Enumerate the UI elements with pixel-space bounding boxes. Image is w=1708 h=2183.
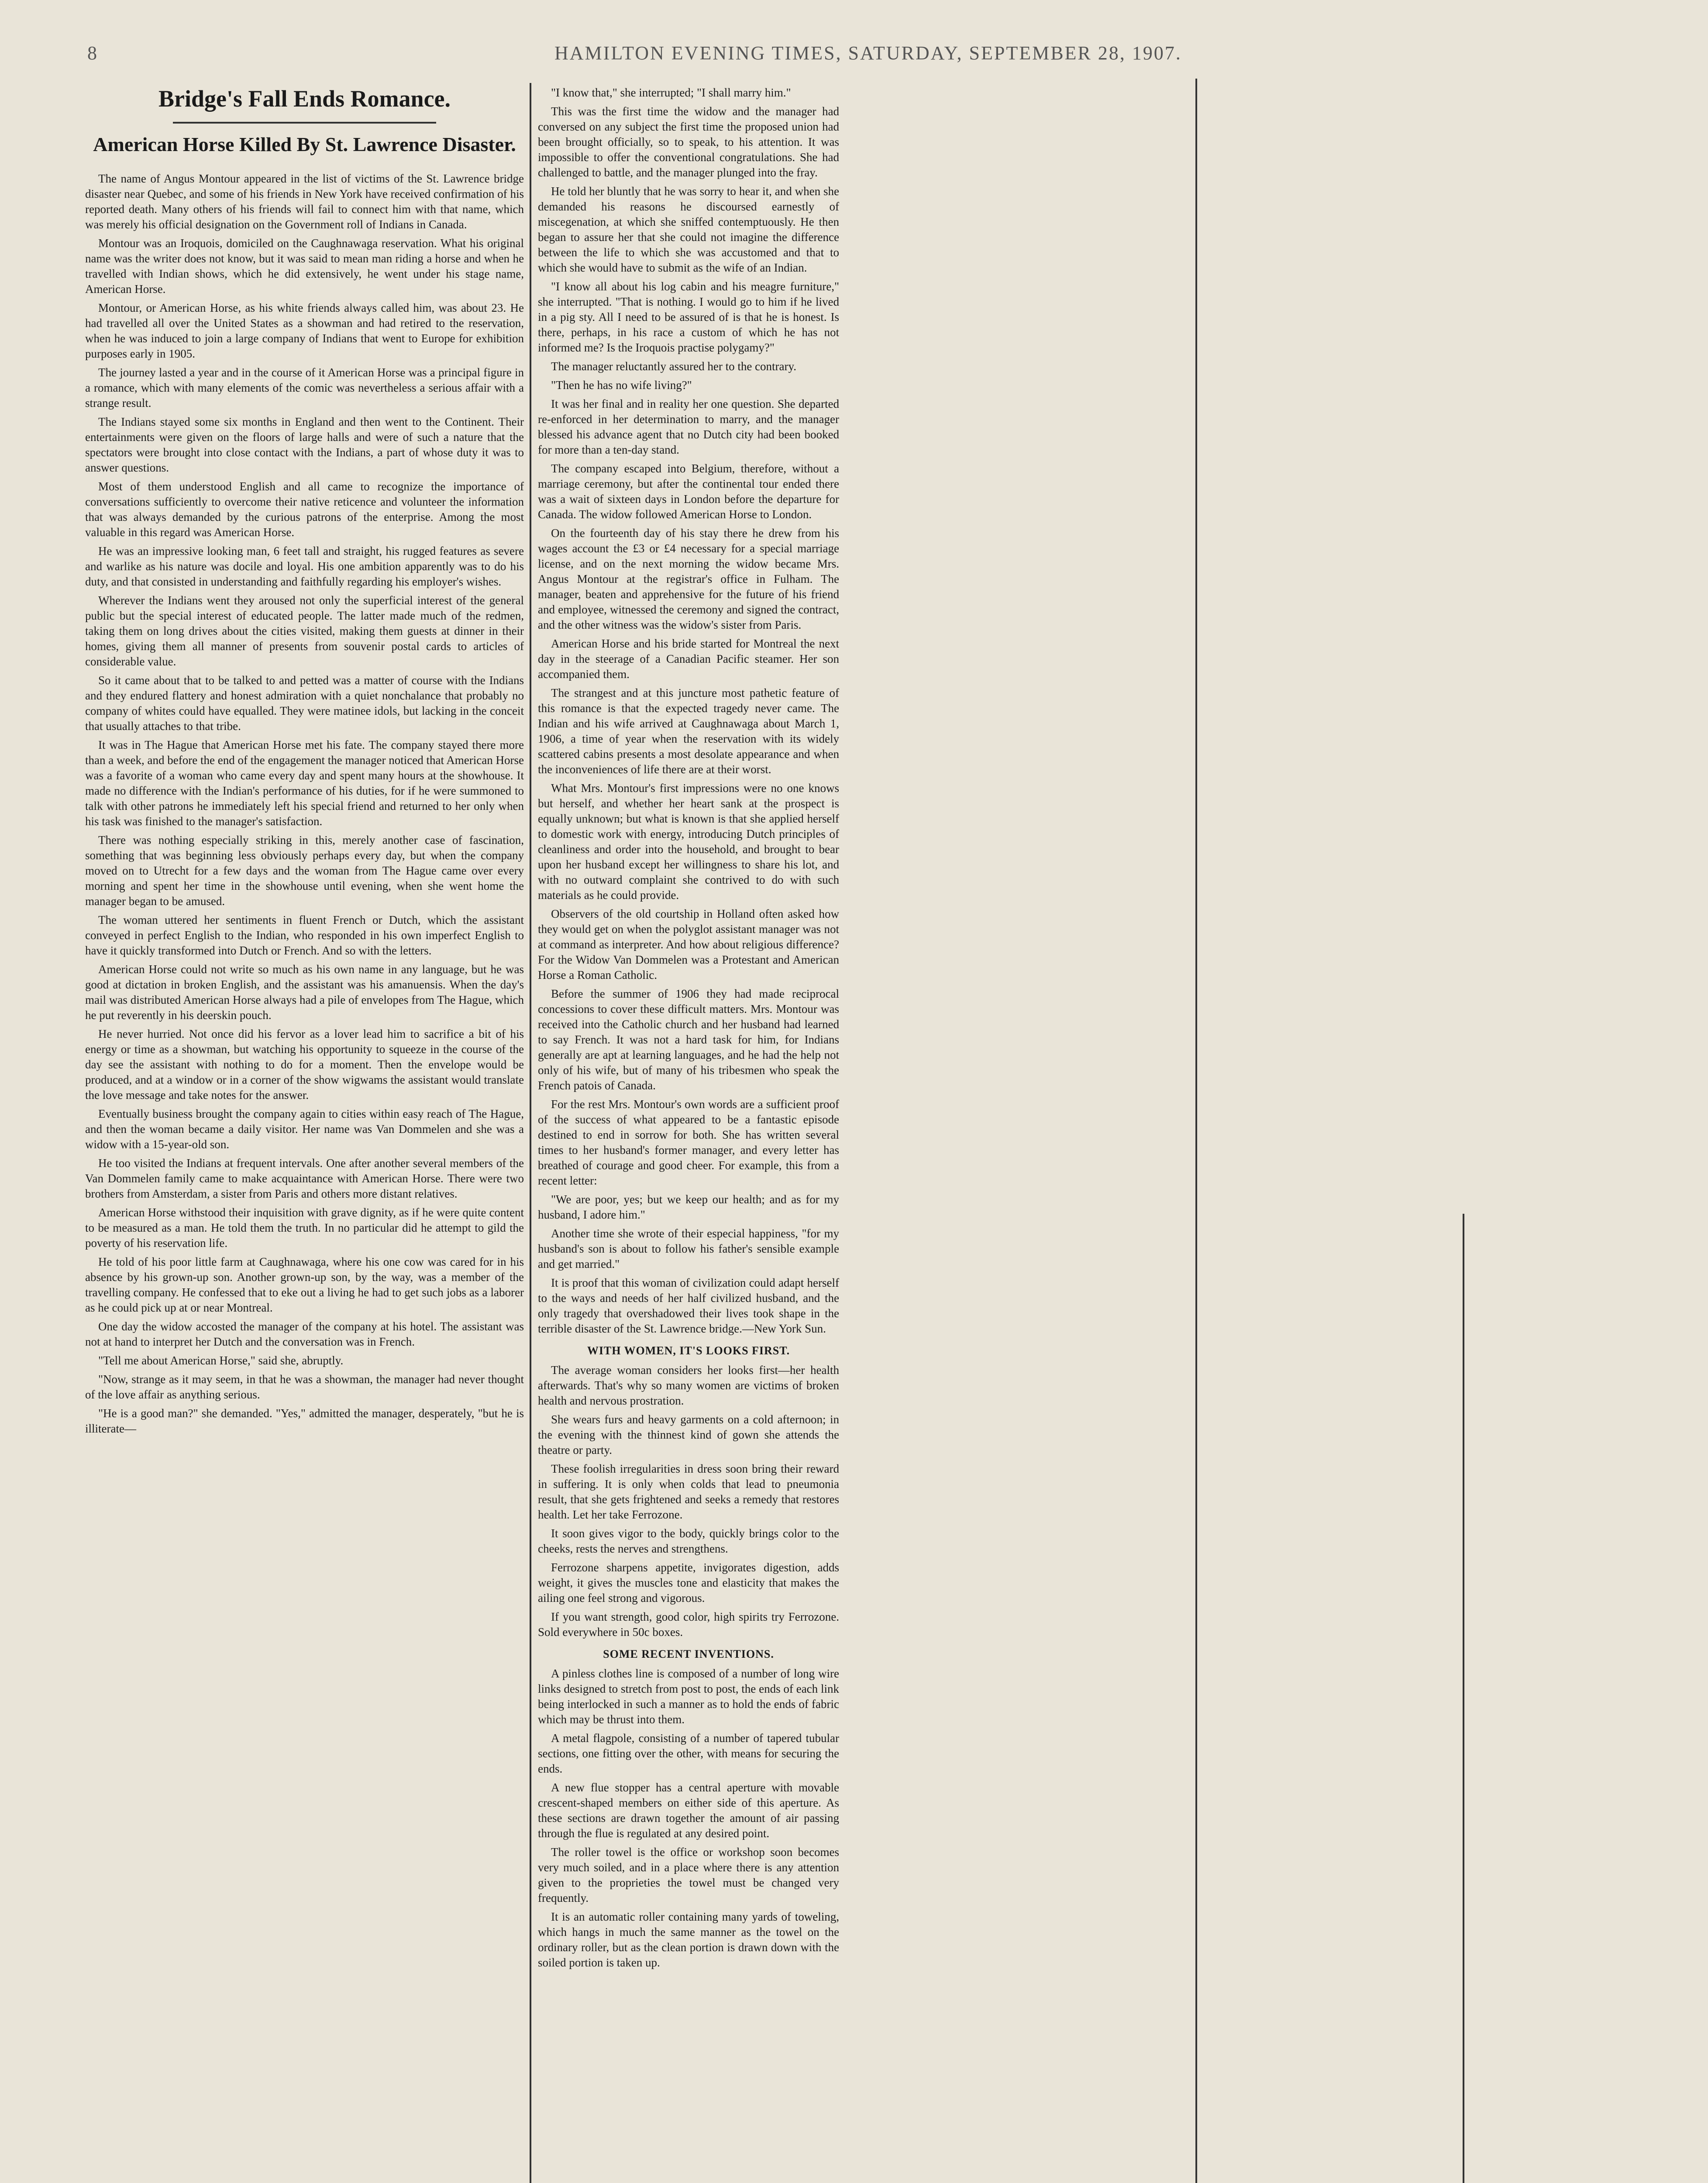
article-paragraph: Most of them understood English and all came to recognize the importance of conversations sufficiently to overcome their native reticence and volunteer the information that was always demanded by the curious patrons of the enterprise. Among the most valuable in this regard was American Horse.: [85, 479, 524, 539]
article-paragraph: So it came about that to be talked to and petted was a matter of course with the Indians and they endured flattery and honest admiration with a quiet nonchalance that probably no company of whites could have equalled. They were matinee idols, but lacking in the conceit that usually attaches to that tribe.: [85, 673, 524, 733]
article-paragraph: She wears furs and heavy garments on a cold afternoon; in the evening with the thinnest kind of gown she attends the theatre or party.: [538, 1413, 839, 1456]
article-paragraph: This was the first time the widow and the manager had conversed on any subject the first time the proposed union had been brought officially, so to speak, to his attention. It was impossible to offer the conventional congratulations. She had challenged to battle, and the manager plunged into the fray.: [538, 105, 839, 179]
article-paragraph: If you want strength, good color, high spirits try Ferrozone. Sold everywhere in 50c boxes.: [538, 1610, 839, 1639]
article-paragraph: "We are poor, yes; but we keep our health; and as for my husband, I adore him.": [538, 1193, 839, 1221]
article-paragraph: It is an automatic roller containing many yards of toweling, which hangs in much the same manner as the towel on the ordinary roller, but as the clean portion is drawn down with the soiled portion is taken up.: [538, 1910, 839, 1969]
article-paragraph: Another time she wrote of their especial happiness, "for my husband's son is about to follow his father's sensible example and get married.": [538, 1227, 839, 1271]
article-paragraph: "I know that," she interrupted; "I shall marry him.": [551, 86, 791, 99]
article-paragraph: It was in The Hague that American Horse met his fate. The company stayed there more than a week, and before the end of the engagement the manager noticed that American Horse was a favorite of a woman who came every day and spent many hours at the showhouse. It made no difference with the Indian's performance of his duties, for if he were summoned to talk with other patrons he immediately left his special friend and returned to her only when his task was finished to the manager's satisfaction.: [85, 738, 524, 828]
romance-headline: Bridge's Fall Ends Romance.: [158, 86, 451, 112]
page-number: 8: [87, 42, 98, 64]
article-paragraph: The Indians stayed some six months in England and then went to the Continent. Their entertainments were given on the floors of large halls and were of such a nature that the spectators were brought into close contact with the Indians, a part of whose duty it was to answer questions.: [85, 415, 524, 474]
article-paragraph: American Horse and his bride started for Montreal the next day in the steerage of a Canadian Pacific steamer. Her son accompanied them.: [538, 637, 839, 681]
article-paragraph: The roller towel is the office or workshop soon becomes very much soiled, and in a place where there is any attention given to the proprieties the towel must be changed very frequently.: [538, 1846, 839, 1904]
article-paragraph: The average woman considers her looks first—her health afterwards. That's why so many women are victims of broken health and nervous prostration.: [538, 1364, 839, 1407]
article-paragraph: "Tell me about American Horse," said she, abruptly.: [98, 1353, 344, 1367]
running-title: HAMILTON EVENING TIMES, SATURDAY, SEPTEMBER 28, 1907.: [554, 42, 1182, 64]
article-paragraph: For the rest Mrs. Montour's own words are a sufficient proof of the success of what appeared to be a fantastic episode destined to end in sorrow for both. She has written several times to her husband's former manager, and every letter has breathed of courage and good cheer. For example, this from a recent letter:: [538, 1098, 839, 1187]
article-paragraph: It was her final and in reality her one question. She departed re-enforced in her determination to marry, and the manager blessed his advance agent that no Dutch city had been booked for more than a ten-day stand.: [538, 397, 839, 456]
article-paragraph: It is proof that this woman of civilization could adapt herself to the ways and needs of her half civilized husband, and the only tragedy that overshadowed their lives took shape in the terrible disaster of the St. Lawrence bridge.—New York Sun.: [538, 1276, 839, 1335]
article-paragraph: Observers of the old courtship in Holland often asked how they would get on when the polyglot assistant manager was not at command as interpreter. And how about religious difference? For the Widow Van Dommelen was a Protestant and American Horse a Roman Catholic.: [538, 907, 839, 981]
article-paragraph: The woman uttered her sentiments in fluent French or Dutch, which the assistant conveyed in perfect English to the Indian, who responded in his own imperfect English to have it quickly transformed into Dutch or French. And so with the letters.: [85, 913, 524, 957]
article-paragraph: It soon gives vigor to the body, quickly brings color to the cheeks, rests the nerves and strengthens.: [538, 1527, 839, 1555]
romance-subhead: American Horse Killed By St. Lawrence Disaster.: [93, 133, 516, 156]
article-paragraph: Montour was an Iroquois, domiciled on the Caughnawaga reservation. What his original name was the writer does not know, but it was said to mean man riding a horse and when he travelled with Indian shows, which he did extensively, he went under his stage name, American Horse.: [85, 236, 524, 296]
women-looks-title: WITH WOMEN, IT'S LOOKS FIRST.: [587, 1344, 790, 1357]
article-paragraph: He told of his poor little farm at Caughnawaga, where his one cow was cared for in his absence by his grown-up son. Another grown-up son, by the way, was a member of the travelling company. He confessed that to eke out a living he had to get such jobs as a laborer as he could pick up at or near Montreal.: [85, 1255, 524, 1314]
article-paragraph: "Now, strange as it may seem, in that he was a showman, the manager had never thought of the love affair as anything serious.: [85, 1372, 524, 1401]
article-paragraph: Ferrozone sharpens appetite, invigorates digestion, adds weight, it gives the muscles tone and elasticity that makes the ailing one feel strong and vigorous.: [538, 1561, 839, 1605]
article-paragraph: These foolish irregularities in dress soon bring their reward in suffering. It is only when colds that lead to pneumonia result, that she gets frightened and seeks a remedy that restores health. Let her take Ferrozone.: [538, 1462, 839, 1521]
article-paragraph: He never hurried. Not once did his fervor as a lover lead him to sacrifice a bit of his energy or time as a showman, but watching his opportunity to squeeze in the course of the day see the assistant with nothing to do for a moment. Then the envelope would be produced, and at a window or in a corner of the show wigwams the assistant would translate the love message and take notes for the answer.: [85, 1027, 524, 1102]
article-paragraph: A pinless clothes line is composed of a number of long wire links designed to stretch from post to post, the ends of each link being interlocked in such a manner as to hold the ends of fabric which may be thrust into them.: [538, 1667, 839, 1726]
article-paragraph: The company escaped into Belgium, therefore, without a marriage ceremony, but after the continental tour ended there was a wait of sixteen days in London before the departure for Canada. The widow followed American Horse to London.: [538, 462, 839, 521]
article-paragraph: Eventually business brought the company again to cities within easy reach of The Hague, and then the woman became a daily visitor. Her name was Van Dommelen and she was a widow with a 15-year-old son.: [85, 1107, 524, 1151]
inventions-title: SOME RECENT INVENTIONS.: [603, 1648, 774, 1660]
article-paragraph: The manager reluctantly assured her to the contrary.: [551, 360, 797, 373]
article-paragraph: A metal flagpole, consisting of a number of tapered tubular sections, one fitting over the other, with means for securing the ends.: [538, 1732, 839, 1775]
article-paragraph: He too visited the Indians at frequent intervals. One after another several members of the Van Dommelen family came to make acquaintance with American Horse. There were two brothers from Amsterdam, a sister from Paris and others more distant relatives.: [85, 1156, 524, 1200]
article-paragraph: A new flue stopper has a central aperture with movable crescent-shaped members on either side of this aperture. As these sections are drawn together the amount of air passing through the flue is regulated at any desired point.: [538, 1781, 839, 1840]
article-paragraph: The name of Angus Montour appeared in the list of victims of the St. Lawrence bridge disaster near Quebec, and some of his friends in New York have received confirmation of his reported death. Many others of his friends will fail to connect him with that name, which was merely his official designation on the Government roll of Indians in Canada.: [85, 172, 524, 231]
article-paragraph: He told her bluntly that he was sorry to hear it, and when she demanded his reasons he discoursed earnestly of miscegenation, at which she sniffed contemptuously. He then began to assure her that she could not imagine the difference between the life to which she was accustomed and that to which she would have to submit as the wife of an Indian.: [538, 185, 839, 274]
article-paragraph: "I know all about his log cabin and his meagre furniture," she interrupted. "That is nothing. I would go to him if he lived in a pig sty. All I need to be assured of is that he is honest. Is there, perhaps, in his race a custom of which he has not informed me? Is the Iroquois practise polygamy?": [538, 280, 839, 354]
article-paragraph: "Then he has no wife living?": [551, 379, 692, 392]
article-paragraph: There was nothing especially striking in this, merely another case of fascination, something that was beginning less obviously perhaps every day, but when the company moved on to Utrecht for a few days and the woman from The Hague came over every morning and spent her time in the showhouse until evening, when she went home the manager began to be amused.: [85, 833, 524, 908]
article-paragraph: Before the summer of 1906 they had made reciprocal concessions to cover these difficult matters. Mrs. Montour was received into the Catholic church and her husband had learned to say French. It was not a hard task for him, for Indians generally are apt at learning languages, and he had the help not only of his wife, but of many of his tribesmen who speak the French patois of Canada.: [538, 987, 839, 1092]
article-paragraph: American Horse could not write so much as his own name in any language, but he was good at dictation in broken English, and the assistant was his amanuensis. When the day's mail was distributed American Horse always had a pile of envelopes from The Hague, which he put reverently in his deerskin pouch.: [85, 962, 524, 1022]
article-paragraph: Wherever the Indians went they aroused not only the superficial interest of the general public but the special interest of educated people. The latter made much of the redmen, taking them on long drives about the cities visited, making them guests at dinner in their homes, giving them all manner of presents from souvenir postal cards to articles of considerable value.: [85, 593, 524, 668]
article-paragraph: American Horse withstood their inquisition with grave dignity, as if he were quite content to be measured as a man. He told them the truth. In no particular did he attempt to gild the poverty of his reservation life.: [85, 1205, 524, 1250]
article-paragraph: On the fourteenth day of his stay there he drew from his wages account the £3 or £4 necessary for a special marriage license, and on the next morning the widow became Mrs. Angus Montour at the registrar's office in Fulham. The manager, beaten and apprehensive for the future of his friend and employee, witnessed the ceremony and signed the contract, and the other witness was the widow's sister from Paris.: [538, 527, 839, 631]
article-paragraph: He was an impressive looking man, 6 feet tall and straight, his rugged features as severe and warlike as his nature was docile and loyal. His one ambition apparently was to do his duty, and that consisted in understanding and faithfully regarding his employer's wishes.: [85, 544, 524, 588]
article-paragraph: "He is a good man?" she demanded. "Yes," admitted the manager, desperately, "but he is illiterate—: [85, 1406, 524, 1435]
article-paragraph: The strangest and at this juncture most pathetic feature of this romance is that the expected tragedy never came. The Indian and his wife arrived at Caughnawaga about March 1, 1906, a time of year when the reservation with its widely scattered cabins presents a most desolate appearance and when the inconveniences of life there are at their worst.: [538, 686, 839, 776]
article-paragraph: Montour, or American Horse, as his white friends always called him, was about 23. He had travelled all over the United States as a showman and had retired to the reservation, when he was induced to join a large company of Indians that went to Europe for exhibition purposes early in 1905.: [85, 301, 524, 360]
article-paragraph: One day the widow accosted the manager of the company at his hotel. The assistant was not at hand to interpret her Dutch and the conversation was in French.: [85, 1319, 524, 1348]
article-paragraph: The journey lasted a year and in the course of it American Horse was a principal figure in a romance, which with many elements of the comic was nevertheless a serious affair with a strange result.: [85, 365, 524, 410]
article-paragraph: What Mrs. Montour's first impressions were no one knows but herself, and whether her heart sank at the prospect is equally unknown; but what is known is that she applied herself to domestic work with energy, introducing Dutch principles of cleanliness and order into the household, and brought to bear upon her husband except her willingness to share his lot, and with no outward complaint she contrived to do with such materials as he could provide.: [538, 782, 839, 902]
